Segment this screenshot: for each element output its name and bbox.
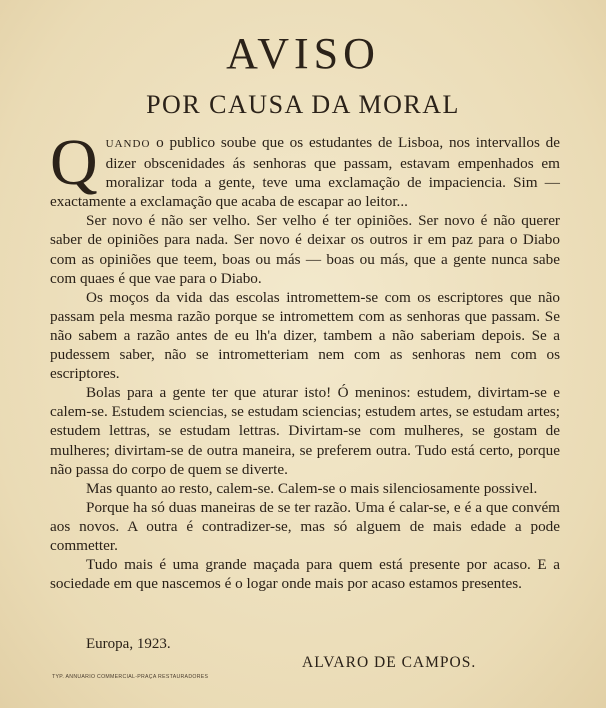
printer-credit: TYP. ANNUARIO COMMERCIAL-PRAÇA RESTAURADORES xyxy=(52,674,209,680)
notice-body xyxy=(50,126,560,593)
place-date: Europa, 1923. xyxy=(86,636,171,652)
paragraph-2: Ser novo é não ser velho. Ser velho é ter opiniões. Ser novo é não querer saber de opiniões para nada. Ser novo é deixar os outros ir em paz para o Diabo com as opiniões que teem, boas ou más — boas ou más, que a gente nunca sabe com quaes é que vae para o Diabo. xyxy=(50,212,560,287)
author-signature: ALVARO DE CAMPOS. xyxy=(302,654,477,671)
lead-small-caps: UANDO xyxy=(105,138,151,150)
notice-title: AVISO xyxy=(226,29,380,78)
paragraph-text: o publico soube que os estudantes de Lisboa, nos intervallos de dizer obscenidades ás senhoras que passam, estavam empenhados em moralizar toda a gente, teve uma exclamação de impaciencia. Sim — exactamente a exclamação que acaba de escapar ao leitor... xyxy=(50,134,560,211)
paragraph-3: Os moços da vida das escolas intromettem-se com os escriptores que não passam pela mesma razão porque se intromettem com as senhoras que passam. Se não sabem a razão antes de eu lh'a dizer, tambem a não saberiam depois. Se a pudessem saber, não se intrometteriam nem com as senhoras nem com os escriptores. xyxy=(50,288,560,383)
paragraph-5: Mas quanto ao resto, calem-se. Calem-se o mais silenciosamente possivel. xyxy=(86,479,538,497)
notice-subtitle: POR CAUSA DA MORAL xyxy=(146,90,460,119)
paragraph-4: Bolas para a gente ter que aturar isto! Ó meninos: estudem, divirtam-se e calem-se. Estudem sciencias, se estudam sciencias; estudem artes, se estudam artes; estudem lettras, se estudam lettras. Divirtam-se com mulheres, se gostam de mulheres; divirtam-se de outra maneira, se preferem outra. Tudo está certo, porque não passa do corpo de quem se diverte. xyxy=(50,384,560,478)
notice-footer xyxy=(0,636,606,706)
paragraph-6: Porque ha só duas maneiras de se ter razão. Uma é calar-se, e é a que convém aos novos. A outra é contradizer-se, mas só alguem de mais edade a pode commetter. xyxy=(50,498,560,554)
paragraph-7: Tudo mais é uma grande maçada para quem está presente por acaso. E a sociedade em que nascemos é o logar onde mais por acaso estamos presentes. xyxy=(50,556,560,593)
paragraph-1 xyxy=(50,126,560,211)
drop-cap: Q xyxy=(50,126,98,199)
